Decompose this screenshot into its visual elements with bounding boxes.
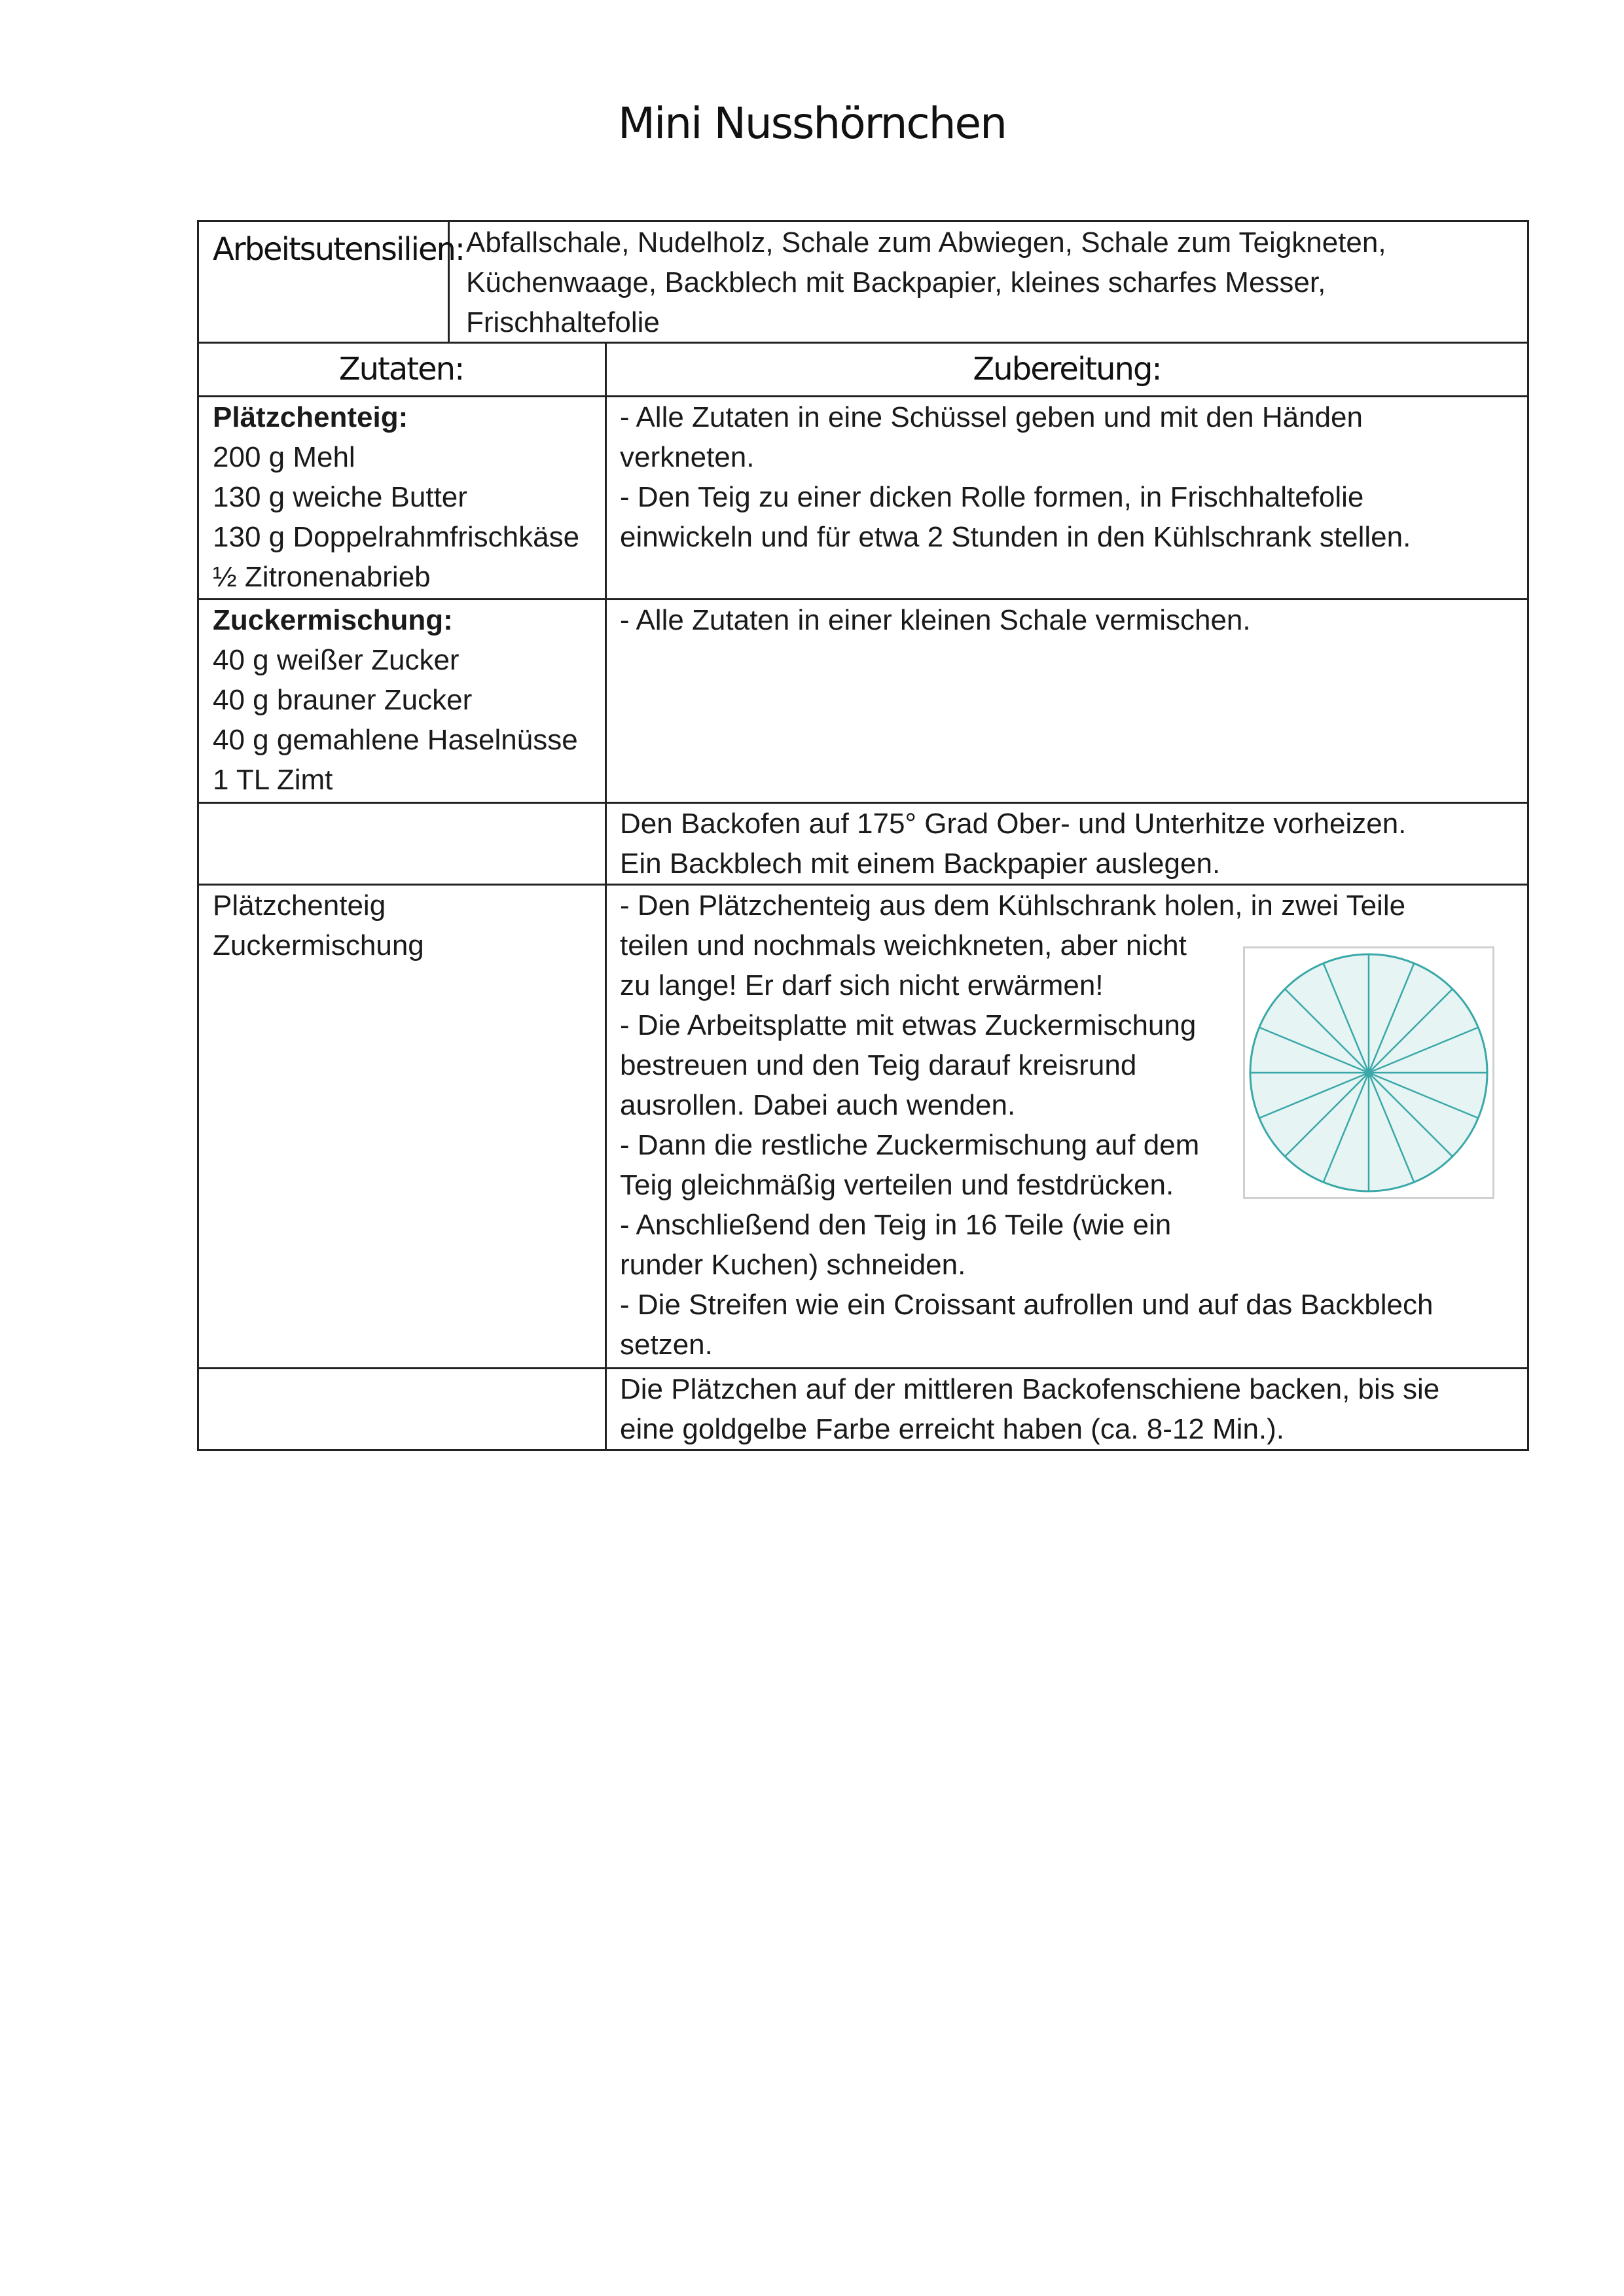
ingredients-cell: [213, 600, 578, 800]
pie-svg: [1245, 948, 1492, 1197]
preparation-cell: [620, 600, 1251, 640]
step-line: bestreuen und den Teig darauf kreisrund: [620, 1049, 1137, 1081]
step-line: - Den Plätzchenteig aus dem Kühlschrank holen, in zwei Teile: [620, 889, 1406, 922]
step-line: eine goldgelbe Farbe erreicht haben (ca. 8-12 Min.).: [620, 1413, 1285, 1445]
utensils-line: Frischhaltefolie: [466, 306, 660, 338]
pie-16-slices-icon: [1243, 946, 1494, 1199]
ingredients-header: Zutaten:: [338, 351, 464, 387]
ingredient-item: ½ Zitronenabrieb: [213, 561, 431, 593]
step-line: einwickeln und für etwa 2 Stunden in den Kühlschrank stellen.: [620, 521, 1411, 553]
step-line: - Die Streifen wie ein Croissant aufrollen und auf das Backblech: [620, 1289, 1434, 1321]
table-border-left: [197, 220, 199, 1451]
step-line: setzen.: [620, 1329, 713, 1361]
step-line: Die Plätzchen auf der mittleren Backofenschiene backen, bis sie: [620, 1373, 1440, 1405]
step-line: teilen und nochmals weichkneten, aber nicht: [620, 929, 1187, 961]
step-line: Ein Backblech mit einem Backpapier auslegen.: [620, 848, 1221, 880]
preparation-cell: [620, 804, 1406, 884]
ingredients-cell: [213, 397, 579, 597]
step-line: zu lange! Er darf sich nicht erwärmen!: [620, 969, 1104, 1001]
ingredient-item: 40 g weißer Zucker: [213, 644, 460, 676]
utensils-line: Küchenwaage, Backblech mit Backpapier, kleines scharfes Messer,: [466, 266, 1326, 298]
ingredient-item: 1 TL Zimt: [213, 764, 333, 796]
ingredient-item: 200 g Mehl: [213, 441, 355, 473]
ingredient-item: 40 g brauner Zucker: [213, 684, 473, 716]
step-line: - Dann die restliche Zuckermischung auf dem: [620, 1129, 1200, 1161]
table-border-bottom: [197, 1449, 1529, 1451]
preparation-header: Zubereitung:: [973, 351, 1161, 387]
step-line: Den Backofen auf 175° Grad Ober- und Unterhitze vorheizen.: [620, 808, 1407, 840]
table-border-right: [1527, 220, 1529, 1451]
pie-center: [1365, 1069, 1372, 1076]
ingredient-item: 40 g gemahlene Haselnüsse: [213, 724, 578, 756]
table-border-top: [197, 220, 1529, 222]
step-line: - Alle Zutaten in eine Schüssel geben und mit den Händen: [620, 401, 1363, 433]
ingredient-item: Zuckermischung: [213, 929, 424, 961]
step-line: - Die Arbeitsplatte mit etwas Zuckermischung: [620, 1009, 1197, 1041]
step-line: runder Kuchen) schneiden.: [620, 1249, 966, 1281]
ingredients-title: Zuckermischung:: [213, 604, 453, 636]
step-line: Teig gleichmäßig verteilen und festdrücken.: [620, 1169, 1174, 1201]
page-title: Mini Nusshörnchen: [618, 98, 1006, 149]
step-line: - Alle Zutaten in einer kleinen Schale vermischen.: [620, 604, 1251, 636]
preparation-cell: [620, 1369, 1439, 1449]
step-line: - Anschließend den Teig in 16 Teile (wie ein: [620, 1209, 1172, 1241]
ingredients-cell: [213, 886, 424, 965]
utensils-label: Arbeitsutensilien:: [213, 231, 465, 268]
step-line: - Den Teig zu einer dicken Rolle formen, in Frischhaltefolie: [620, 481, 1364, 513]
table-divider-columns: [605, 342, 607, 1451]
ingredient-item: Plätzchenteig: [213, 889, 386, 922]
preparation-cell: [620, 397, 1411, 557]
ingredient-item: 130 g Doppelrahmfrischkäse: [213, 521, 580, 553]
step-line: verkneten.: [620, 441, 755, 473]
utensils-list: [466, 223, 1386, 342]
utensils-line: Abfallschale, Nudelholz, Schale zum Abwiegen, Schale zum Teigkneten,: [466, 226, 1386, 259]
step-line: ausrollen. Dabei auch wenden.: [620, 1089, 1016, 1121]
ingredients-title: Plätzchenteig:: [213, 401, 408, 433]
ingredient-item: 130 g weiche Butter: [213, 481, 467, 513]
